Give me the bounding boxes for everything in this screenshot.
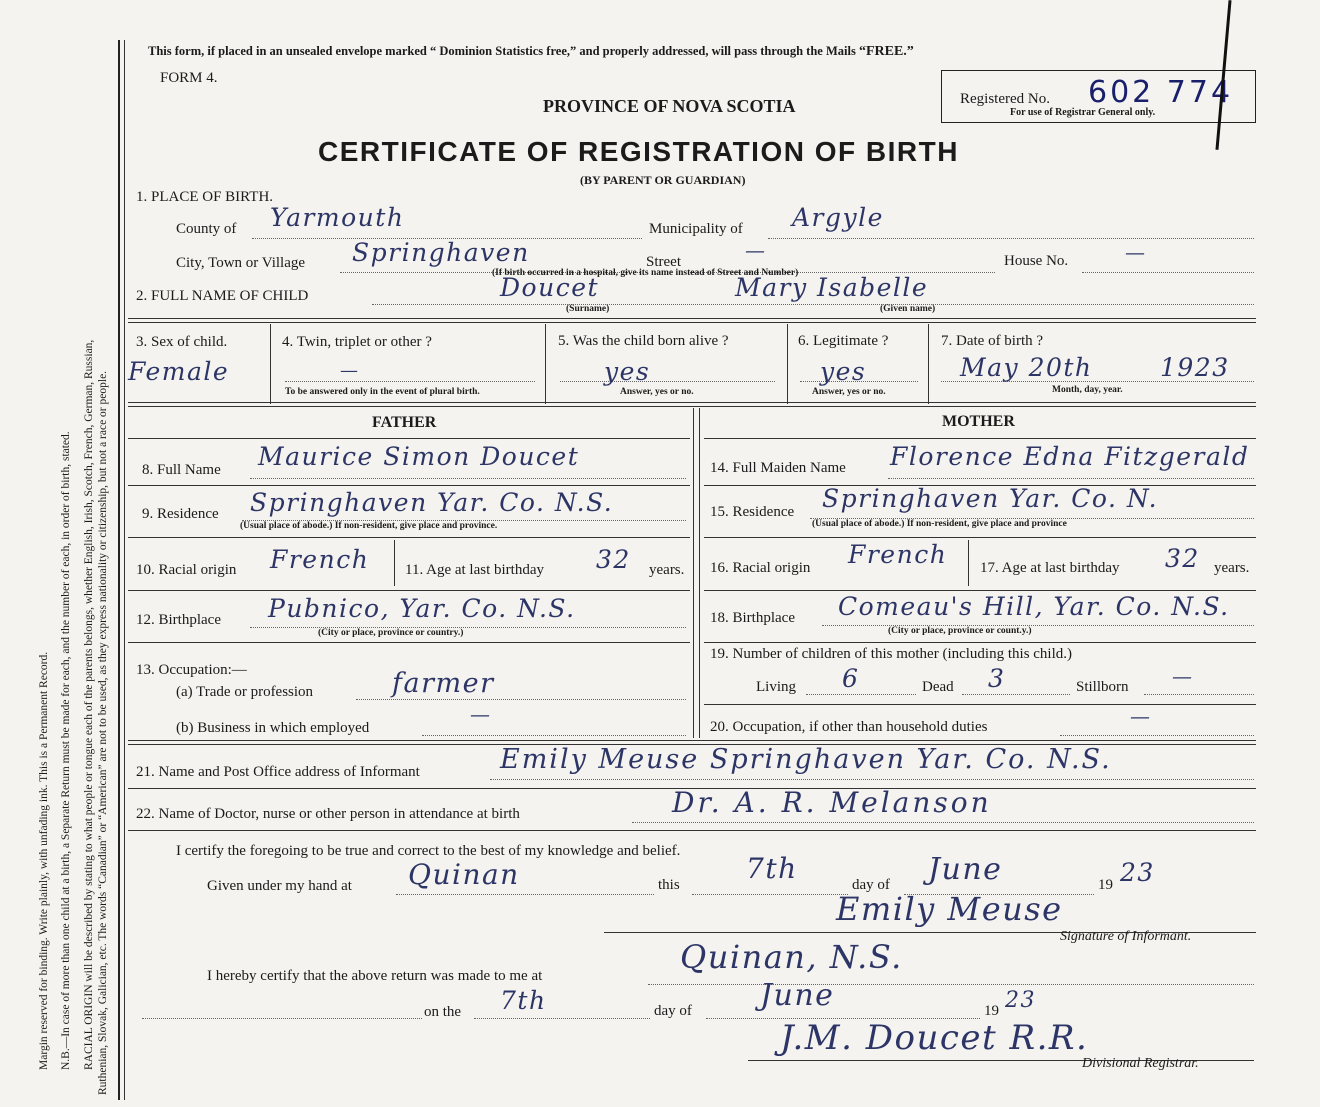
registered-number: 602 774 [1088,75,1234,110]
side-note-2: N.B.—In case of more than one child at a birth, a Separate Return must be made for each, and the number of each, in order of birth, stated. [60,431,72,1070]
trade-line [356,699,686,700]
stillborn-value: — [1172,664,1194,688]
binding-margin-line-2 [124,40,125,1100]
father-name-label: 8. Full Name [142,462,221,478]
legit-value: yes [820,357,867,386]
divider [128,402,1256,407]
father-age-label: 11. Age at last birthday [405,562,544,578]
province-heading: PROVINCE OF NOVA SCOTIA [543,96,796,116]
this-label: this [658,877,680,893]
given-note: (Given name) [880,304,936,314]
divider [704,537,1256,538]
hospital-note: (If birth occurred in a hospital, give its name instead of Street and Number) [492,268,799,278]
col-divider [545,324,546,404]
child-name-label: 2. FULL NAME OF CHILD [136,288,309,304]
registrar-signature: J.M. Doucet R.R. [780,1018,1089,1058]
business-line [422,735,686,736]
divider [704,642,1256,643]
given-month: June [928,852,1003,887]
registrar-place: Quinan, N.S. [680,938,903,976]
legit-note: Answer, yes or no. [812,387,886,397]
father-name: Maurice Simon Doucet [258,442,580,471]
house-label: House No. [1004,253,1069,269]
father-res-label: 9. Residence [142,506,219,522]
dob-label: 7. Date of birth ? [941,333,1044,349]
certify-text: I certify the foregoing to be true and correct to the best of my knowledge and belief. [176,843,681,859]
house-value: — [1125,240,1147,264]
form-number: FORM 4. [160,70,218,86]
mother-name-line [888,478,1254,479]
mother-bp-label: 18. Birthplace [710,610,795,626]
legit-label: 6. Legitimate ? [798,333,889,349]
registered-note: For use of Registrar General only. [1010,107,1156,118]
mother-birthplace: Comeau's Hill, Yar. Co. N.S. [838,592,1230,621]
mother-res-note: (Usual place of abode.) If non-resident, give place and province [812,519,1067,529]
mother-race: French [848,540,948,569]
registrar-day-line [474,1018,650,1019]
mother-occ-label: 20. Occupation, if other than household duties [710,719,988,735]
alive-label: 5. Was the child born alive ? [558,333,729,349]
mother-res-label: 15. Residence [710,504,795,520]
registrar-day: 7th [500,986,547,1015]
county-value: Yarmouth [270,203,405,232]
side-note-1: Margin reserved for binding. Write plainly, with unfading ink. This is a Permanent Record. [38,651,50,1070]
child-name-line [372,304,1254,305]
registrar-place-line [648,984,1254,985]
business-label: (b) Business in which employed [176,720,370,736]
col-divider [968,540,969,586]
divider [128,318,1256,323]
doctor-label: 22. Name of Doctor, nurse or other person in attendance at birth [136,806,520,822]
father-occ-label: 13. Occupation:— [136,662,247,678]
registered-label: Registered No. [960,91,1050,107]
col-divider [928,324,929,404]
city-value: Springhaven [352,238,530,267]
mother-name: Florence Edna Fitzgerald [890,442,1250,471]
alive-line [560,381,775,382]
mother-occ-line [1060,735,1254,736]
registrar-text: I hereby certify that the above return was made to me at [207,968,543,984]
registrar-month: June [760,978,835,1013]
place-heading: 1. PLACE OF BIRTH. [136,189,274,205]
registrar-label: Divisional Registrar. [1082,1056,1199,1071]
father-bp-line [250,627,686,628]
city-label: City, Town or Village [176,255,306,271]
divider [128,485,690,486]
col-divider [394,540,395,586]
father-years: years. [649,562,685,578]
given-label: Given under my hand at [207,878,352,894]
divider [128,642,690,643]
divider [704,590,1256,591]
dead-line [962,694,1070,695]
dob-year: 1923 [1160,353,1230,382]
sex-value: Female [128,357,230,386]
informant-signature: Emily Meuse [836,890,1063,928]
father-age: 32 [596,545,631,574]
house-line [1082,272,1254,273]
given-year: 23 [1120,858,1155,887]
mother-bp-line [822,625,1254,626]
father-bp-label: 12. Birthplace [136,612,221,628]
side-note-3: RACIAL ORIGIN will be described by stating to what people or tongue each of the parents belongs, whether English, Irish, Scotch, French, German, Russian, [83,339,95,1070]
registrar-lead-line [142,1018,422,1019]
page-title: CERTIFICATE OF REGISTRATION OF BIRTH [318,136,959,167]
child-surname: Doucet [500,273,600,302]
mother-bp-note: (City or place, province or count.y.) [888,626,1032,636]
father-res-note: (Usual place of abode.) If non-resident, give place and province. [240,521,498,531]
street-value: — [745,238,767,262]
living-line [806,694,916,695]
given-place: Quinan [408,858,520,891]
trade-label: (a) Trade or profession [176,684,314,700]
divider [128,438,690,439]
informant-line [490,779,1254,780]
stillborn-label: Stillborn [1076,679,1129,695]
mother-name-label: 14. Full Maiden Name [710,460,846,476]
mother-heading: MOTHER [942,413,1015,430]
registrar-on-label: on the [424,1004,462,1020]
registrar-dayof-label: day of [654,1003,692,1019]
county-label: County of [176,221,237,237]
given-place-line [396,894,654,895]
dead-value: 3 [988,664,1006,693]
mail-notice: This form, if placed in an unsealed envelope marked “ Dominion Statistics free,” and properly addressed, will pass through the Mails “FREE.” [148,44,914,59]
stillborn-line [1144,694,1254,695]
doctor-line [632,822,1254,823]
divider [128,830,1256,831]
center-divider [693,408,694,738]
binding-margin-line [118,40,120,1100]
registrar-year-prefix: 19 [984,1003,999,1019]
col-divider [270,324,271,404]
mother-age: 32 [1165,544,1200,573]
dob-note: Month, day, year. [1052,385,1123,395]
informant-label: 21. Name and Post Office address of Informant [136,764,420,780]
living-value: 6 [842,664,860,693]
municipality-value: Argyle [792,203,884,232]
col-divider [787,324,788,404]
twin-note: To be answered only in the event of plural birth. [285,387,480,397]
twin-label: 4. Twin, triplet or other ? [282,334,432,350]
dead-label: Dead [922,679,954,695]
father-heading: FATHER [372,414,437,431]
given-day: 7th [746,852,798,885]
twin-line [285,381,535,382]
given-day-line [692,894,848,895]
center-divider [699,408,700,738]
doctor-value: Dr. A. R. Melanson [672,786,992,819]
given-year-prefix: 19 [1098,877,1113,893]
mother-years: years. [1214,560,1250,576]
father-trade: farmer [392,668,495,699]
mother-age-label: 17. Age at last birthday [980,560,1120,576]
informant-value: Emily Meuse Springhaven Yar. Co. N.S. [500,744,1112,775]
father-business: — [470,702,492,726]
living-label: Living [756,679,796,695]
divider [704,704,1256,705]
given-dayof-label: day of [852,877,890,893]
mother-occ-value: — [1130,704,1152,728]
father-race-label: 10. Racial origin [136,562,237,578]
registrar-year: 23 [1005,988,1036,1013]
father-birthplace: Pubnico, Yar. Co. N.S. [268,594,576,623]
municipality-line [768,238,1254,239]
mother-residence: Springhaven Yar. Co. N. [822,484,1159,513]
page-subtitle: (BY PARENT OR GUARDIAN) [580,173,746,187]
father-bp-note: (City or place, province or country.) [318,628,464,638]
side-note-4: Ruthenian, Slovak, Galician, etc. The words “Canadian” or “American” are not to be used, as they express nationality or citizenship, but not a race or people. [97,370,109,1095]
twin-value: — [340,360,360,381]
children-label: 19. Number of children of this mother (including this child.) [710,646,1073,662]
dob-value: May 20th [960,353,1093,382]
street-label: Street [646,254,681,270]
municipality-label: Municipality of [649,221,743,237]
mother-race-label: 16. Racial origin [710,560,811,576]
surname-note: (Surname) [566,304,610,314]
divider [128,590,690,591]
informant-signature-label: Signature of Informant. [1060,929,1192,944]
sex-label: 3. Sex of child. [136,334,228,350]
divider [704,438,1256,439]
father-race: French [270,545,370,574]
father-residence: Springhaven Yar. Co. N.S. [250,488,614,517]
child-given-name: Mary Isabelle [735,273,929,302]
father-name-line [250,478,686,479]
alive-note: Answer, yes or no. [620,387,694,397]
alive-value: yes [604,357,651,386]
registered-box [941,70,1256,123]
divider [128,537,690,538]
